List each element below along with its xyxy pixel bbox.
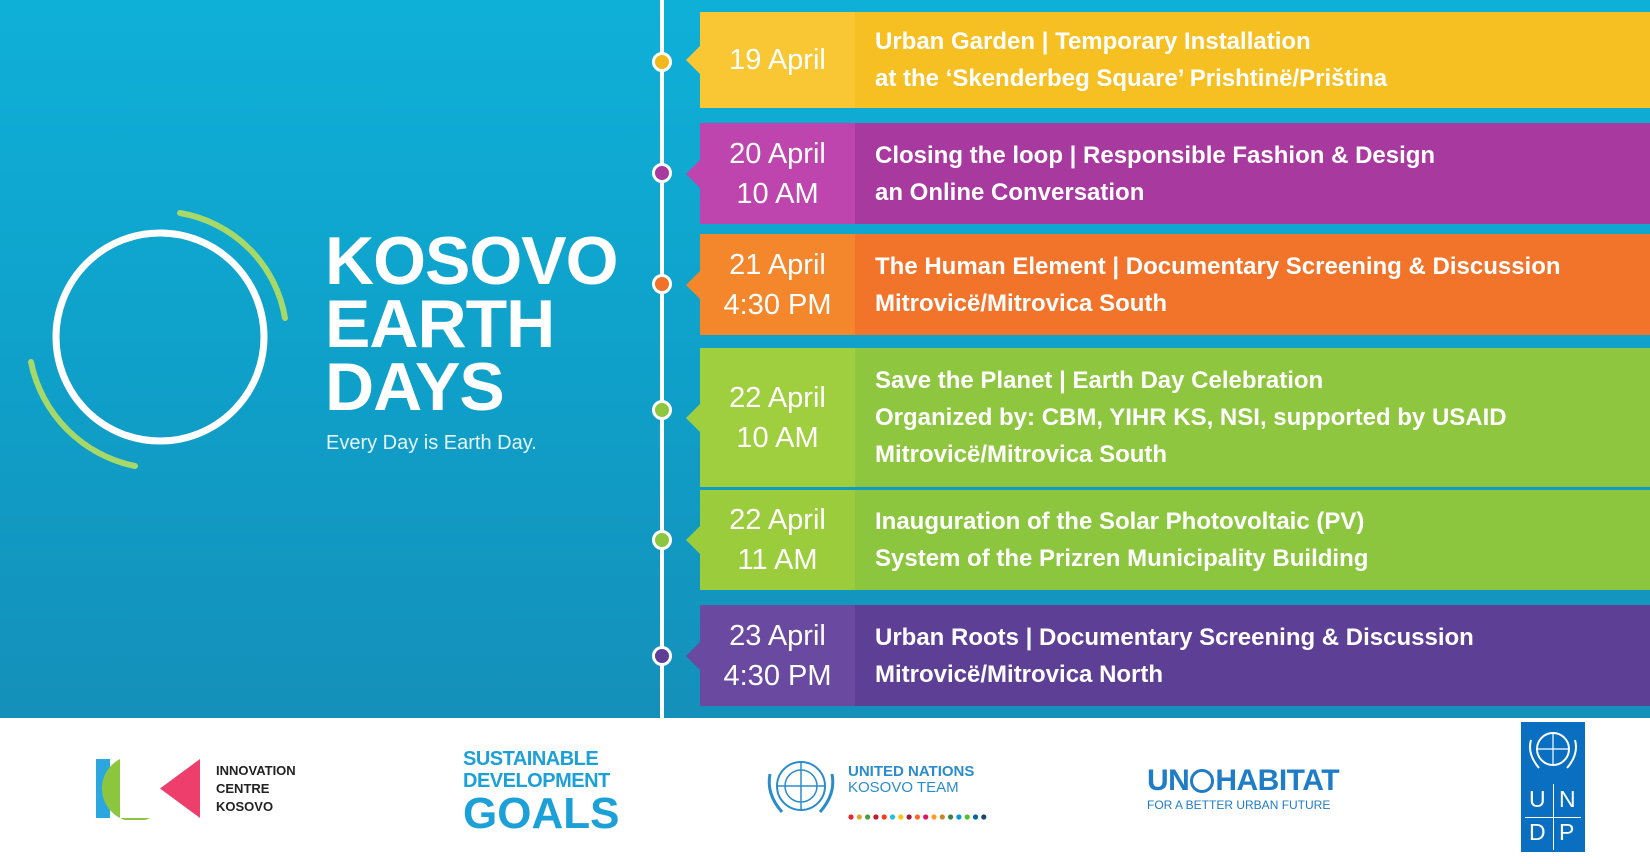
unhabitat-logo: UN HABITAT <box>1147 764 1340 797</box>
timeline-dot <box>652 52 672 72</box>
event-time: 4:30 PM <box>723 288 832 321</box>
event-card <box>700 490 1650 590</box>
undp-letter-u: U <box>1529 786 1546 812</box>
event-line: System of the Prizren Municipality Building <box>875 545 1369 572</box>
ick-wordmark: INNOVATION CENTRE KOSOVO <box>216 763 296 814</box>
event-time: 4:30 PM <box>723 659 832 692</box>
unkt-wordmark: UNITED NATIONS KOSOVO TEAM <box>848 763 975 796</box>
event-date-day: 22 April <box>729 504 826 536</box>
event-line: Inauguration of the Solar Photovoltaic (PV) <box>875 508 1365 535</box>
event-card <box>700 348 1650 487</box>
event-line: Save the Planet | Earth Day Celebration <box>875 367 1324 394</box>
sdg-dot <box>873 814 878 819</box>
sdg-dot <box>907 814 912 819</box>
sdg-color-dots <box>848 808 998 826</box>
event-pointer <box>686 271 700 299</box>
event-line: Urban Garden | Temporary Installation <box>875 28 1311 55</box>
undp-logo <box>1521 722 1585 852</box>
event-pointer <box>686 160 700 188</box>
event-card <box>700 605 1650 706</box>
timeline-dot <box>652 163 672 183</box>
timeline-dot <box>652 400 672 420</box>
event-line: The Human Element | Documentary Screening & Discussion <box>875 252 1561 280</box>
sdg-dot <box>898 814 903 819</box>
event-date <box>700 348 855 487</box>
event-date-day: 19 April <box>729 44 826 76</box>
earth-circle-logo <box>0 0 320 500</box>
event-date <box>700 605 855 706</box>
event-line: at the ‘Skenderbeg Square’ Prishtinë/Priština <box>875 65 1388 92</box>
tagline: Every Day is Earth Day. <box>326 432 537 454</box>
sdg-dot <box>890 814 895 819</box>
event-time: 10 AM <box>736 421 819 454</box>
event-pointer <box>686 46 700 74</box>
event-date-day: 20 April <box>729 137 826 170</box>
event-card <box>700 234 1650 335</box>
unhabitat-tagline: FOR A BETTER URBAN FUTURE <box>1147 798 1331 812</box>
event-date <box>700 490 855 590</box>
sdg-dot <box>923 814 928 819</box>
event-description <box>855 12 1650 108</box>
event-card <box>700 12 1650 108</box>
event-date <box>700 234 855 335</box>
event-card <box>700 123 1650 224</box>
event-date <box>700 12 855 108</box>
un-emblem-icon <box>762 754 840 825</box>
event-line: Closing the loop | Responsible Fashion & Design <box>875 141 1436 169</box>
event-line: Urban Roots | Documentary Screening & Discussion <box>875 623 1474 651</box>
timeline-line <box>660 0 664 718</box>
sdg-dot <box>965 814 970 819</box>
event-date-day: 23 April <box>729 619 826 652</box>
event-date-day: 22 April <box>729 381 826 414</box>
sdg-dot <box>956 814 961 819</box>
timeline-dot <box>652 646 672 666</box>
partner-logos <box>0 718 1650 864</box>
sdg-dot <box>940 814 945 819</box>
event-date-day: 21 April <box>729 248 826 281</box>
event-line: Mitrovicë/Mitrovica South <box>875 441 1168 468</box>
sdg-dot <box>915 814 920 819</box>
undp-letter-n: N <box>1559 786 1576 812</box>
event-line: Mitrovicë/Mitrovica North <box>875 660 1164 688</box>
sdg-dot <box>981 814 986 819</box>
timeline-dot <box>652 530 672 550</box>
page-title: KOSOVO EARTH DAYS <box>325 223 618 425</box>
event-line: an Online Conversation <box>875 178 1145 206</box>
undp-letter-p: P <box>1559 819 1575 845</box>
event-pointer <box>686 526 700 554</box>
event-description <box>855 490 1650 590</box>
event-pointer <box>686 404 700 432</box>
sdg-dot <box>882 814 887 819</box>
sdg-logo: SUSTAINABLE DEVELOPMENT GOALS <box>463 748 620 838</box>
event-time: 10 AM <box>736 177 819 210</box>
event-line: Mitrovicë/Mitrovica South <box>875 289 1168 317</box>
timeline-dot <box>652 274 672 294</box>
sdg-dot <box>948 814 953 819</box>
sdg-dot <box>848 814 853 819</box>
sdg-dot <box>931 814 936 819</box>
sdg-dot <box>973 814 978 819</box>
event-description <box>855 605 1650 706</box>
undp-letter-d: D <box>1529 819 1546 845</box>
event-time: 11 AM <box>737 544 818 576</box>
ick-logo <box>96 758 206 825</box>
sdg-dot <box>857 814 862 819</box>
event-line: Organized by: CBM, YIHR KS, NSI, supported by USAID <box>875 404 1507 431</box>
sdg-dot <box>865 814 870 819</box>
event-date <box>700 123 855 224</box>
event-description <box>855 123 1650 224</box>
event-description <box>855 348 1650 487</box>
event-pointer <box>686 642 700 670</box>
event-description <box>855 234 1650 335</box>
globe-icon <box>1190 769 1214 793</box>
